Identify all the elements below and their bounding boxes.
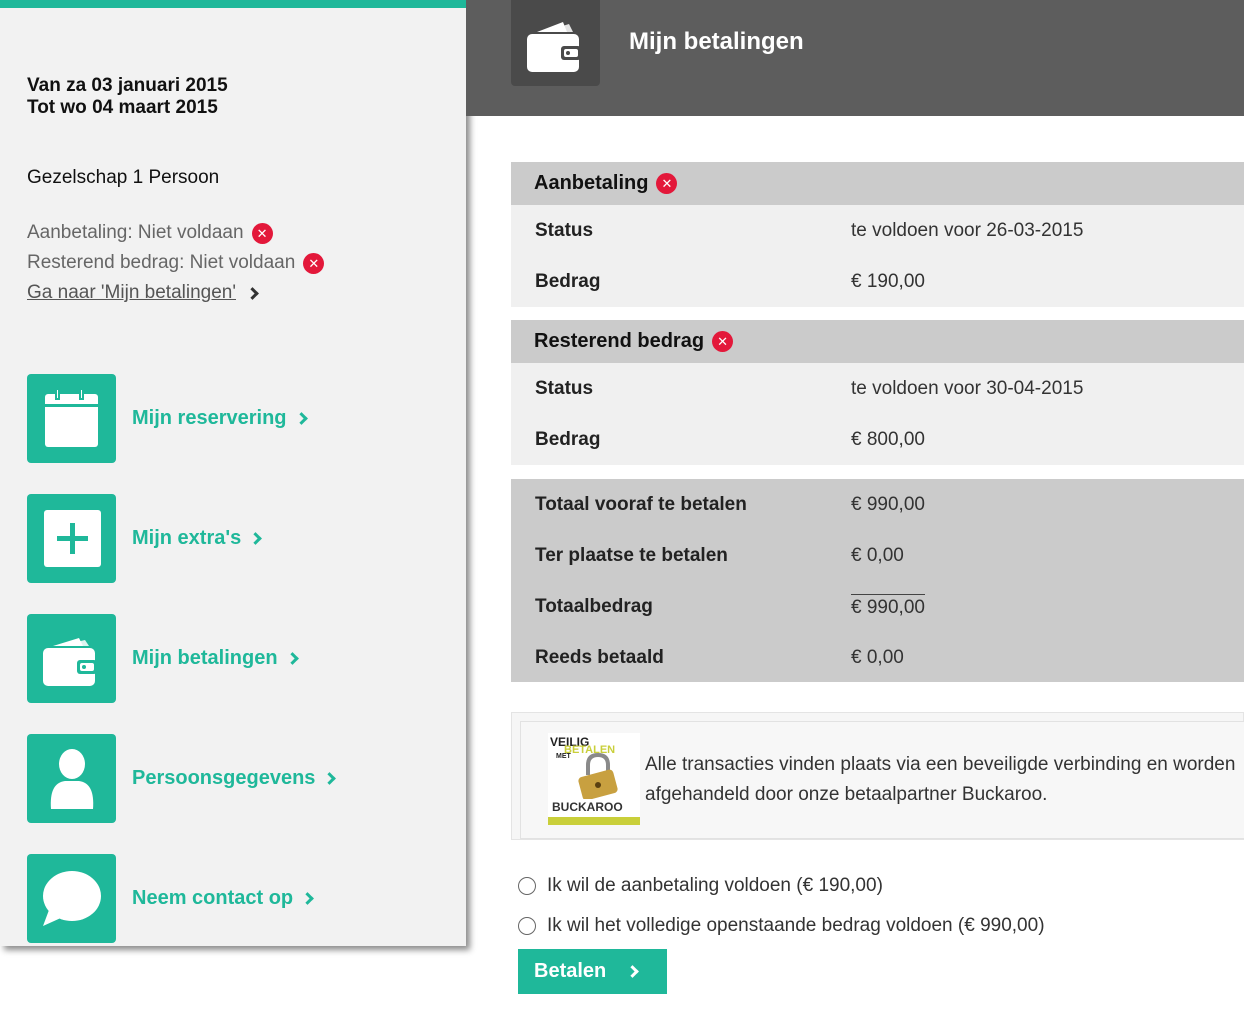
sidebar-item-personal-data[interactable] xyxy=(27,733,334,823)
plus-tile[interactable] xyxy=(27,494,116,583)
error-icon: ✕ xyxy=(303,253,324,274)
status-label: Status xyxy=(535,377,594,399)
sidebar-item-payments[interactable] xyxy=(27,613,334,703)
header-icon-tile xyxy=(511,0,600,86)
prepay-label: Totaal vooraf te betalen xyxy=(535,493,747,515)
chevron-right-icon xyxy=(626,965,639,978)
plus-icon xyxy=(44,510,101,567)
remaining-amount-row xyxy=(511,414,1244,465)
date-to: Tot wo 04 maart 2015 xyxy=(27,97,218,118)
totals-panel xyxy=(511,479,1244,682)
amount-value: € 800,00 xyxy=(851,428,925,450)
error-icon: ✕ xyxy=(656,173,677,194)
secure-payment-text: Alle transacties vinden plaats via een beveiligde verbinding en worden afgehandeld door onze betaalpartner Buckaroo. xyxy=(645,754,1236,805)
party-size: Gezelschap 1 Persoon xyxy=(27,167,220,188)
sidebar-nav xyxy=(27,373,334,973)
paid-value: € 0,00 xyxy=(851,646,904,668)
remaining-panel-header xyxy=(511,320,1244,363)
sidebar-item-personal-data-label[interactable] xyxy=(132,767,334,790)
deposit-status-row xyxy=(27,218,324,248)
status-label: Status xyxy=(535,219,594,241)
remaining-status-text: Resterend bedrag: Niet voldaan xyxy=(27,252,296,273)
wallet-tile[interactable] xyxy=(27,614,116,703)
option-deposit-label[interactable]: Ik wil de aanbetaling voldoen (€ 190,00) xyxy=(547,875,883,896)
nav-label-text[interactable]: Mijn reservering xyxy=(132,406,287,429)
user-icon xyxy=(49,749,95,809)
stay-dates xyxy=(27,75,228,119)
sidebar-item-contact-label[interactable] xyxy=(132,887,312,910)
pay-button[interactable] xyxy=(518,949,667,994)
wallet-icon xyxy=(43,636,101,686)
deposit-title: Aanbetaling xyxy=(534,172,649,194)
nav-label-text[interactable]: Mijn betalingen xyxy=(132,646,278,669)
wallet-icon xyxy=(527,14,585,72)
sidebar-item-extras[interactable] xyxy=(27,493,334,583)
page-header xyxy=(466,0,1244,116)
deposit-amount-row xyxy=(511,256,1244,307)
remaining-status-row xyxy=(511,363,1244,414)
status-value: te voldoen voor 26-03-2015 xyxy=(851,219,1084,241)
deposit-panel-header xyxy=(511,162,1244,205)
full-radio[interactable] xyxy=(518,917,536,935)
chevron-right-icon xyxy=(295,412,308,425)
paid-label: Reeds betaald xyxy=(535,646,664,668)
payment-status xyxy=(27,218,324,308)
logo-brand: BUCKAROO xyxy=(552,800,623,814)
chevron-right-icon xyxy=(286,652,299,665)
goto-payments-row[interactable] xyxy=(27,278,324,308)
page-title: Mijn betalingen xyxy=(629,28,804,55)
calendar-icon xyxy=(45,394,98,447)
total-value: € 990,00 xyxy=(851,594,925,619)
padlock-icon xyxy=(576,753,620,799)
total-label: Totaalbedrag xyxy=(535,595,653,617)
onsite-label: Ter plaatse te betalen xyxy=(535,544,728,566)
sidebar-item-reservation[interactable] xyxy=(27,373,334,463)
option-deposit[interactable] xyxy=(518,866,1045,906)
logo-text-betalen: BETALEN xyxy=(564,744,616,756)
date-from: Van za 03 januari 2015 xyxy=(27,75,228,96)
sidebar-item-contact[interactable] xyxy=(27,853,334,943)
deposit-status-text: Aanbetaling: Niet voldaan xyxy=(27,222,244,243)
paid-row xyxy=(511,632,1244,683)
buckaroo-logo xyxy=(548,733,640,825)
logo-text-veilig: VEILIG xyxy=(550,735,590,749)
deposit-radio[interactable] xyxy=(518,877,536,895)
logo-bar xyxy=(548,817,640,825)
nav-label-text[interactable]: Persoonsgegevens xyxy=(132,766,316,789)
prepay-value: € 990,00 xyxy=(851,493,925,515)
deposit-panel xyxy=(511,162,1244,307)
nav-label-text[interactable]: Mijn extra's xyxy=(132,526,242,549)
remaining-panel-body xyxy=(511,363,1244,465)
remaining-status-row xyxy=(27,248,324,278)
chat-tile[interactable] xyxy=(27,854,116,943)
chevron-right-icon xyxy=(324,772,337,785)
payment-options xyxy=(518,866,1045,946)
status-value: te voldoen voor 30-04-2015 xyxy=(851,377,1084,399)
error-icon: ✕ xyxy=(252,223,273,244)
onsite-value: € 0,00 xyxy=(851,544,904,566)
option-full[interactable] xyxy=(518,906,1045,946)
chat-icon xyxy=(41,870,103,928)
goto-payments-link[interactable]: Ga naar 'Mijn betalingen' xyxy=(27,282,236,303)
option-full-label[interactable]: Ik wil het volledige openstaande bedrag voldoen (€ 990,00) xyxy=(547,915,1045,936)
deposit-panel-body xyxy=(511,205,1244,307)
remaining-title: Resterend bedrag xyxy=(534,330,705,352)
calendar-tile[interactable] xyxy=(27,374,116,463)
error-icon: ✕ xyxy=(712,331,733,352)
chevron-right-icon xyxy=(301,892,314,905)
user-tile[interactable] xyxy=(27,734,116,823)
amount-label: Bedrag xyxy=(535,428,601,450)
prepay-row xyxy=(511,479,1244,530)
sidebar-item-reservation-label[interactable] xyxy=(132,407,306,430)
sidebar-item-extras-label[interactable] xyxy=(132,527,260,550)
deposit-status-row xyxy=(511,205,1244,256)
total-row xyxy=(511,581,1244,632)
nav-label-text[interactable]: Neem contact op xyxy=(132,886,294,909)
sidebar-item-payments-label[interactable] xyxy=(132,647,297,670)
sidebar xyxy=(0,0,466,946)
amount-value: € 190,00 xyxy=(851,270,925,292)
pay-button-label[interactable]: Betalen xyxy=(534,960,607,982)
logo-text-met: MET xyxy=(556,753,571,760)
onsite-row xyxy=(511,530,1244,581)
remaining-panel xyxy=(511,320,1244,465)
amount-label: Bedrag xyxy=(535,270,601,292)
chevron-right-icon xyxy=(249,532,262,545)
chevron-right-icon xyxy=(246,287,259,300)
